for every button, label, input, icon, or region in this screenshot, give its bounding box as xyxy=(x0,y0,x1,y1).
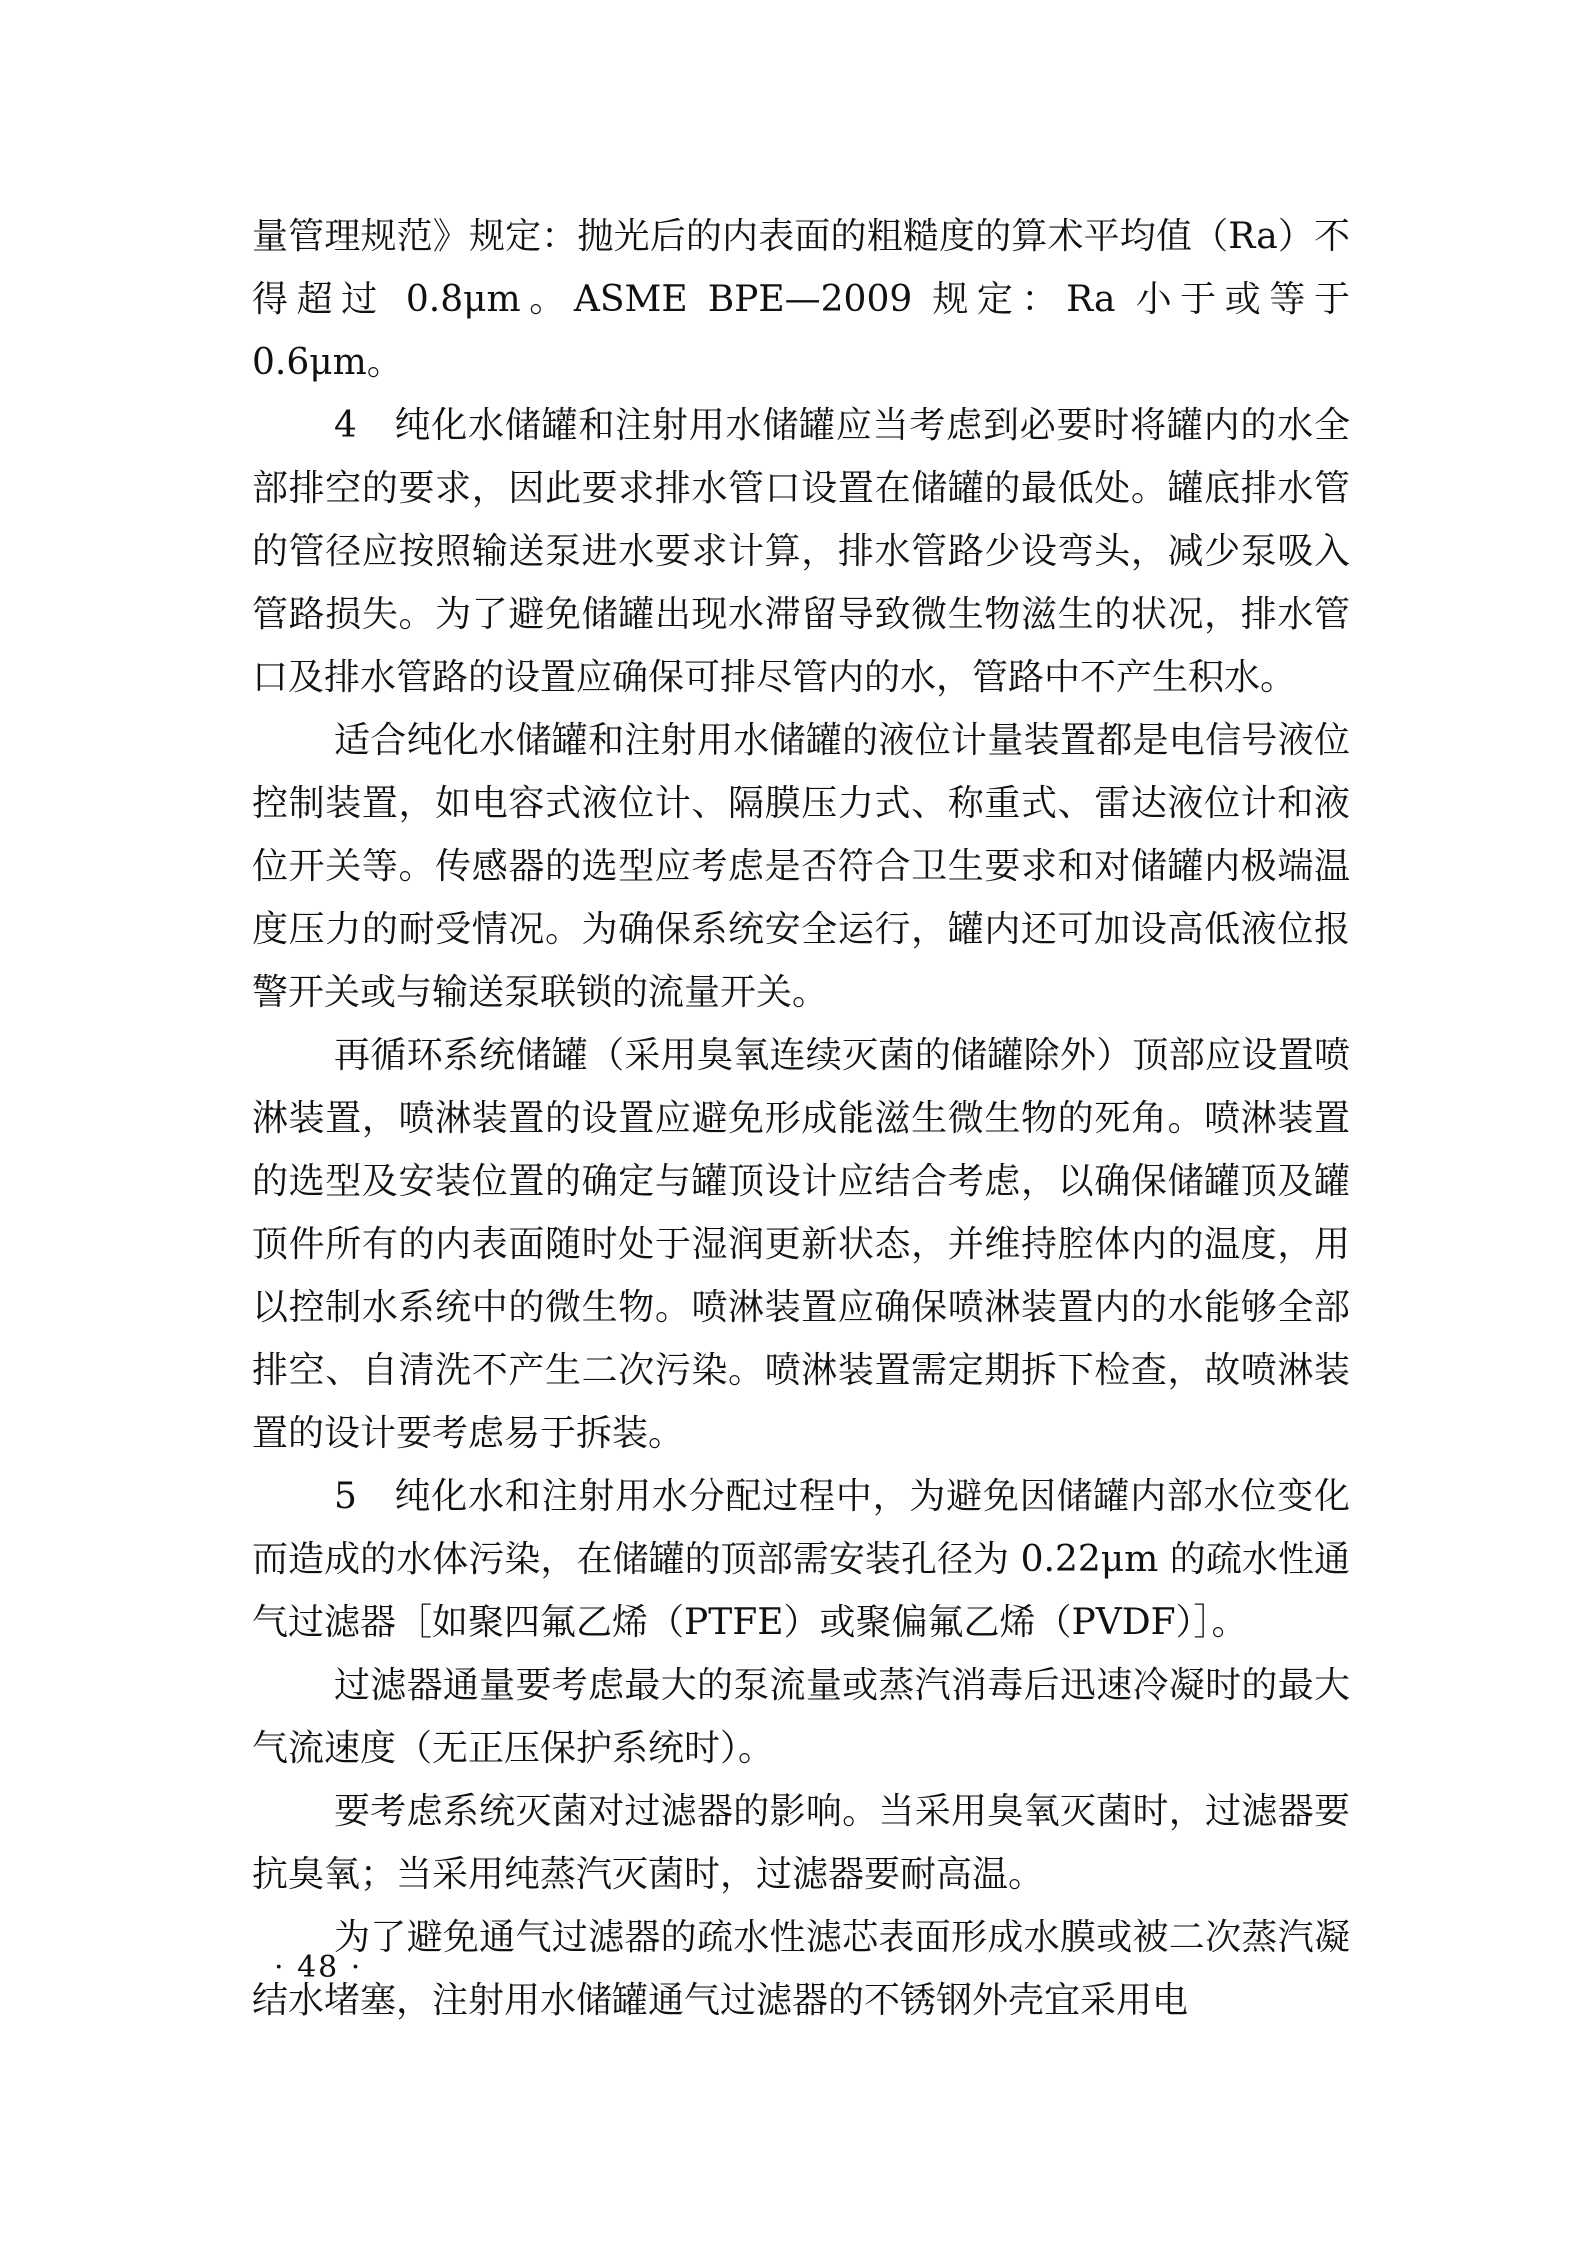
paragraph-filter-flux: 过滤器通量要考虑最大的泵流量或蒸汽消毒后迅速冷凝时的最大气流速度（无正压保护系统时）。 xyxy=(252,1665,1350,1769)
body-text xyxy=(252,205,1350,2032)
paragraph-filter-sterilization: 要考虑系统灭菌对过滤器的影响。当采用臭氧灭菌时，过滤器要抗臭氧；当采用纯蒸汽灭菌时，过滤器要耐高温。 xyxy=(252,1791,1350,1895)
paragraph-item-5-vent-filter: 5 纯化水和注射用水分配过程中，为避免因储罐内部水位变化而造成的水体污染，在储罐的顶部需安装孔径为 0.22μm 的疏水性通气过滤器［如聚四氟乙烯（PTFE）或聚偏氟乙烯（PVDF）］。 xyxy=(252,1476,1350,1643)
page-number: · 48 · xyxy=(274,1950,363,1985)
paragraph-roughness-spec: 量管理规范》规定：抛光后的内表面的粗糙度的算术平均值（Ra）不得超过 0.8μm。ASME BPE—2009 规定：Ra 小于或等于 0.6μm。 xyxy=(252,216,1350,383)
paragraph-spray-device: 再循环系统储罐（采用臭氧连续灭菌的储罐除外）顶部应设置喷淋装置，喷淋装置的设置应避免形成能滋生微生物的死角。喷淋装置的选型及安装位置的确定与罐顶设计应结合考虑，以确保储罐顶及罐顶件所有的内表面随时处于湿润更新状态，并维持腔体内的温度，用以控制水系统中的微生物。喷淋装置应确保喷淋装置内的水能够全部排空、自清洗不产生二次污染。喷淋装置需定期拆下检查，故喷淋装置的设计要考虑易于拆装。 xyxy=(252,1035,1350,1454)
paragraph-item-4-drain: 4 纯化水储罐和注射用水储罐应当考虑到必要时将罐内的水全部排空的要求，因此要求排水管口设置在储罐的最低处。罐底排水管的管径应按照输送泵进水要求计算，排水管路少设弯头，减少泵吸入管路损失。为了避免储罐出现水滞留导致微生物滋生的状况，排水管口及排水管路的设置应确保可排尽管内的水，管路中不产生积水。 xyxy=(252,405,1350,698)
paragraph-level-measurement: 适合纯化水储罐和注射用水储罐的液位计量装置都是电信号液位控制装置，如电容式液位计、隔膜压力式、称重式、雷达液位计和液位开关等。传感器的选型应考虑是否符合卫生要求和对储罐内极端温度压力的耐受情况。为确保系统安全运行，罐内还可加设高低液位报警开关或与输送泵联锁的流量开关。 xyxy=(252,720,1350,1013)
paragraph-filter-housing: 为了避免通气过滤器的疏水性滤芯表面形成水膜或被二次蒸汽凝结水堵塞，注射用水储罐通气过滤器的不锈钢外壳宜采用电 xyxy=(252,1917,1350,2021)
